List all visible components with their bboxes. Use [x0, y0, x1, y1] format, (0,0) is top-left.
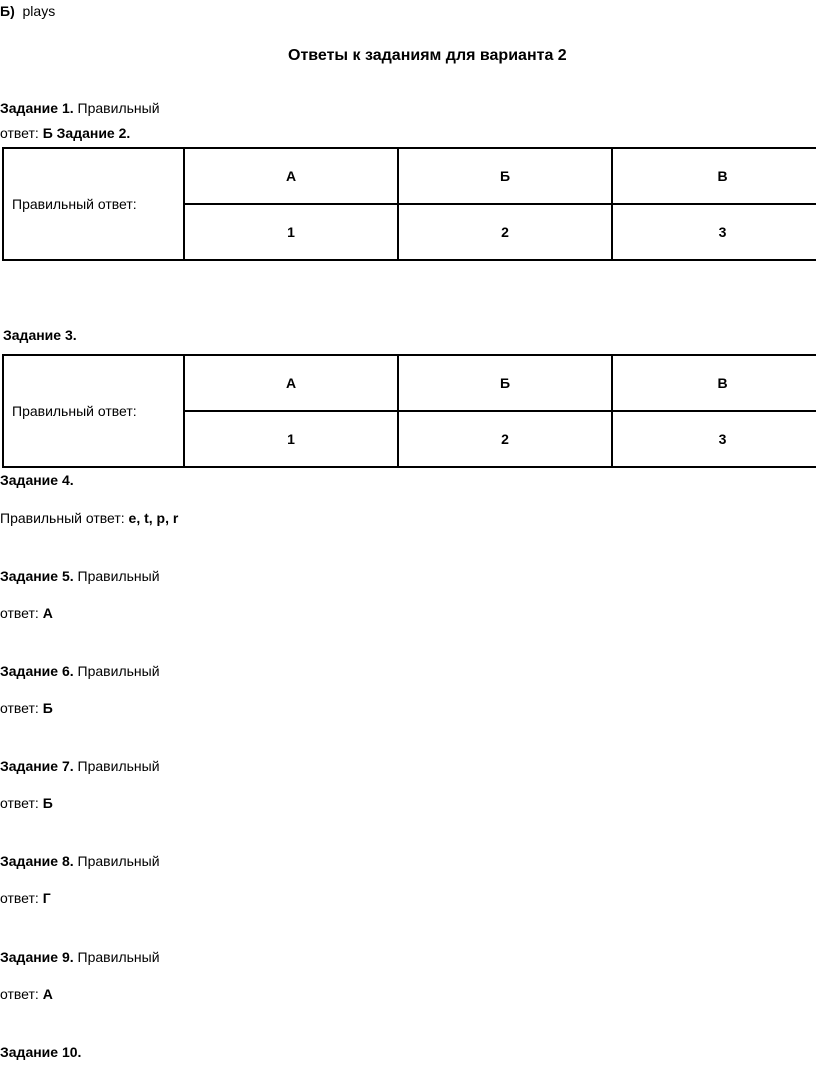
task-2-value-a: 1	[184, 204, 398, 260]
task-3-table	[2, 354, 816, 468]
task-6-line	[0, 663, 160, 679]
task-4-answer: e, t, p, r	[128, 510, 179, 526]
task-7-answer: Б	[42, 795, 53, 811]
task-5-line	[0, 568, 160, 584]
task-10-line	[0, 1044, 81, 1060]
task-2-table	[2, 147, 816, 261]
task-10-label: Задание 10.	[0, 1044, 82, 1060]
answer-word: ответ:	[0, 605, 39, 621]
task-2-value-b: 2	[398, 204, 612, 260]
task-9-answer-line	[0, 986, 53, 1002]
task-4-line	[0, 472, 74, 488]
task-2-label: Задание 2.	[56, 125, 131, 141]
task-7-line	[0, 758, 160, 774]
option-word: plays	[22, 3, 56, 19]
task-3-header-v: В	[612, 355, 816, 411]
task-3-label: Задание 3.	[3, 327, 77, 343]
answer-word: ответ:	[0, 700, 39, 716]
task-9-answer: А	[42, 986, 53, 1002]
task-1-answer: Б	[42, 125, 53, 141]
task-6-label: Задание 6.	[0, 663, 74, 679]
task-6-answer-line	[0, 700, 53, 716]
task-5-correct: Правильный	[77, 568, 160, 584]
task-4-answer-line	[0, 510, 178, 526]
task-6-answer: Б	[42, 700, 53, 716]
task-1-line	[0, 100, 160, 116]
task-6-correct: Правильный	[77, 663, 160, 679]
task-3-value-v: 3	[612, 411, 816, 467]
answer-word: ответ:	[0, 986, 39, 1002]
option-letter: Б)	[0, 3, 15, 19]
task-8-answer-line	[0, 890, 51, 906]
task-4-label: Задание 4.	[0, 472, 74, 488]
task-3-value-b: 2	[398, 411, 612, 467]
task-9-correct: Правильный	[77, 949, 160, 965]
task-3-line	[3, 327, 77, 343]
page-title: Ответы к заданиям для варианта 2	[288, 47, 567, 64]
task-7-answer-line	[0, 795, 53, 811]
task-7-correct: Правильный	[77, 758, 160, 774]
task-3-header-b: Б	[398, 355, 612, 411]
task-2-table-label: Правильный ответ:	[3, 148, 184, 260]
task-5-answer: А	[42, 605, 53, 621]
answer-word: ответ:	[0, 125, 39, 141]
task-2-header-a: А	[184, 148, 398, 204]
task-2-header-b: Б	[398, 148, 612, 204]
task-8-correct: Правильный	[77, 853, 160, 869]
answer-word: ответ:	[0, 890, 39, 906]
top-line	[0, 3, 55, 19]
answer-word: ответ:	[0, 795, 39, 811]
task-3-table-label: Правильный ответ:	[3, 355, 184, 467]
task-2-value-v: 3	[612, 204, 816, 260]
task-3-value-a: 1	[184, 411, 398, 467]
task-3-header-a: А	[184, 355, 398, 411]
task-9-label: Задание 9.	[0, 949, 74, 965]
task-1-answer-line	[0, 125, 130, 141]
task-7-label: Задание 7.	[0, 758, 74, 774]
task-1-correct: Правильный	[77, 100, 160, 116]
task-9-line	[0, 949, 160, 965]
task-5-answer-line	[0, 605, 53, 621]
task-8-label: Задание 8.	[0, 853, 74, 869]
task-8-answer: Г	[42, 890, 51, 906]
task-1-label: Задание 1.	[0, 100, 74, 116]
correct-answer-text: Правильный ответ:	[0, 510, 125, 526]
task-8-line	[0, 853, 160, 869]
task-5-label: Задание 5.	[0, 568, 74, 584]
task-2-header-v: В	[612, 148, 816, 204]
